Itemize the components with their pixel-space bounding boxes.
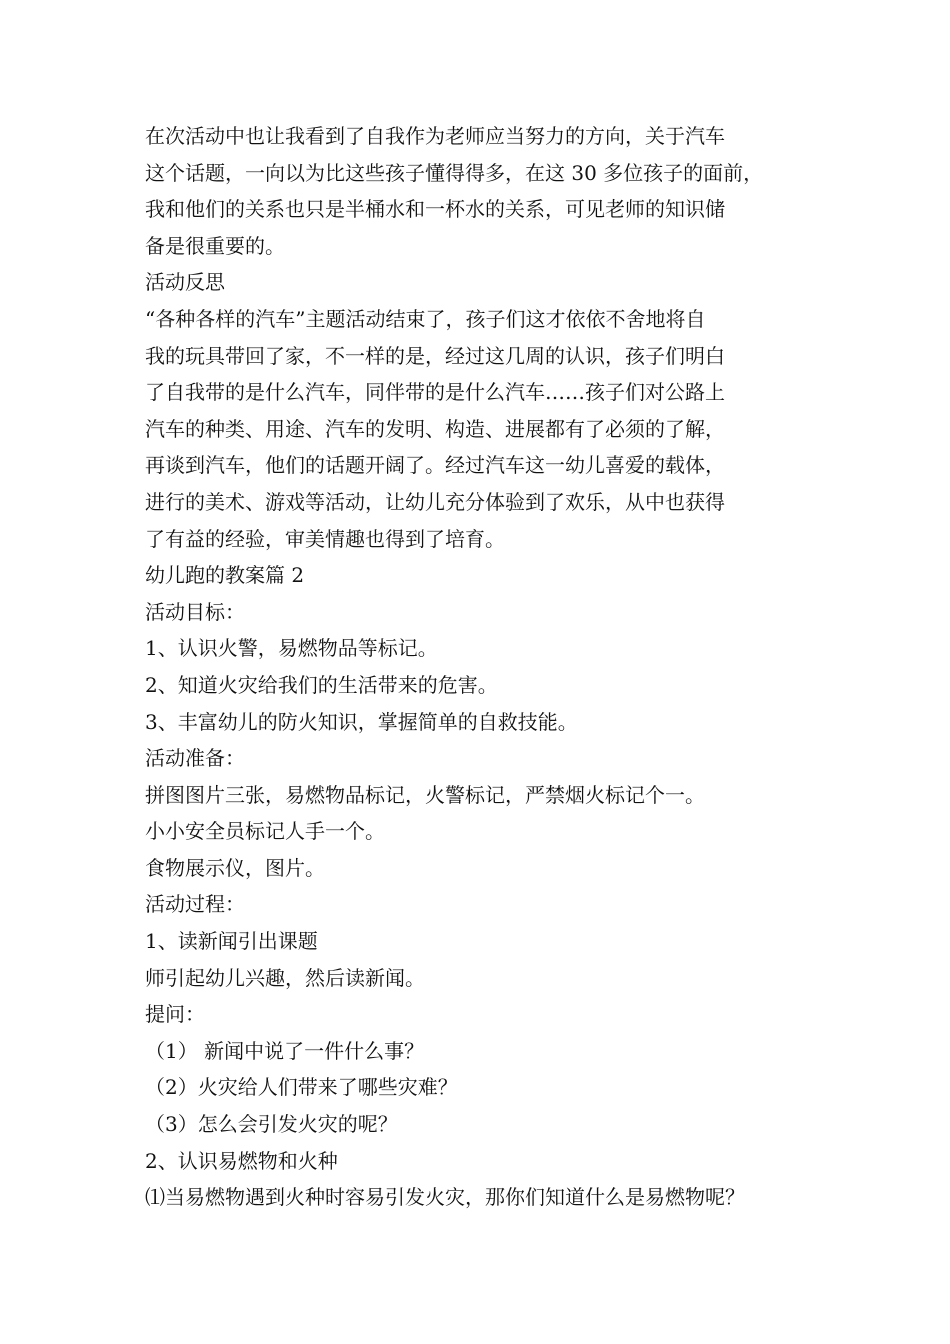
text-line: 师引起幼儿兴趣，然后读新闻。: [145, 965, 425, 990]
section-heading: 活动准备：: [145, 746, 245, 771]
text-line: “各种各样的汽车”主题活动结束了，孩子们这才依依不舍地将自: [145, 306, 706, 331]
text-line: ⑴当易燃物遇到火种时容易引发火灾，那你们知道什么是易燃物呢？: [145, 1185, 745, 1210]
question-item: （2）火灾给人们带来了哪些灾难？: [145, 1075, 458, 1100]
lesson-title: 幼儿跑的教案篇 2: [145, 563, 305, 588]
text-line: 我和他们的关系也只是半桶水和一杯水的关系，可见老师的知识储: [145, 197, 725, 222]
text-line: 这个话题，一向以为比这些孩子懂得得多，在这 30 多位孩子的面前，: [145, 160, 764, 185]
text-line: 食物展示仪，图片。: [145, 855, 325, 880]
text-line: 在次活动中也让我看到了自我作为老师应当努力的方向，关于汽车: [145, 124, 725, 148]
text-line: 了有益的经验，审美情趣也得到了培育。: [145, 526, 505, 551]
text-line: 提问：: [145, 1002, 205, 1027]
list-item: 2、知道火灾给我们的生活带来的危害。: [145, 672, 498, 697]
list-item: 2、认识易燃物和火种: [145, 1148, 338, 1173]
text-line: 小小安全员标记人手一个。: [145, 819, 385, 844]
list-item: 1、认识火警，易燃物品等标记。: [145, 636, 438, 661]
text-line: 备是很重要的。: [145, 233, 285, 258]
text-line: 再谈到汽车，他们的话题开阔了。经过汽车这一幼儿喜爱的载体，: [145, 453, 725, 478]
section-heading: 活动反思: [145, 270, 225, 295]
question-item: （3）怎么会引发火灾的呢？: [145, 1112, 398, 1137]
text-line: 我的玩具带回了家，不一样的是，经过这几周的认识，孩子们明白: [145, 343, 725, 368]
text-line: 进行的美术、游戏等活动，让幼儿充分体验到了欢乐，从中也获得: [145, 489, 725, 514]
document-body: [145, 118, 835, 1216]
question-item: （1） 新闻中说了一件什么事？: [145, 1038, 425, 1063]
text-line: 汽车的种类、用途、汽车的发明、构造、进展都有了必须的了解，: [145, 416, 725, 441]
section-heading: 活动目标：: [145, 599, 245, 624]
section-heading: 活动过程：: [145, 892, 245, 917]
text-line: 了自我带的是什么汽车，同伴带的是什么汽车……孩子们对公路上: [145, 380, 725, 405]
list-item: 3、丰富幼儿的防火知识，掌握简单的自救技能。: [145, 709, 578, 734]
text-line: 拼图图片三张，易燃物品标记，火警标记，严禁烟火标记个一。: [145, 782, 705, 807]
list-item: 1、读新闻引出课题: [145, 929, 318, 954]
